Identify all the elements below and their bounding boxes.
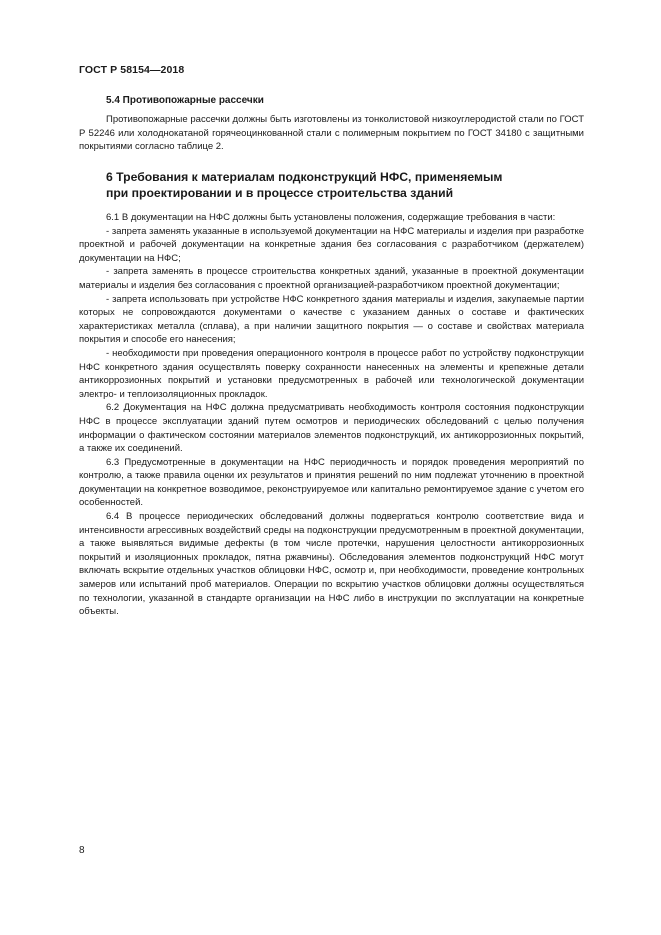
paragraph-6-1: 6.1 В документации на НФС должны быть установлены положения, содержащие требования в части: bbox=[106, 212, 556, 223]
section-5-4-heading: 5.4 Противопожарные рассечки bbox=[106, 95, 264, 106]
paragraph-6-4: 6.4 В процессе периодических обследований должны подвергаться контролю соответствие вида и интенсивности агрессивных воздействий среды на подконструкции предусмотренным в проектной документации, а также выявляться видимые дефекты (в том числе протечки, нарушения целостности антикоррозионных покрытий и изоляционных прокладок, пятна ржавчины). Обследования элементов подконструкций НФС могут включать вскрытие отдельных участков облицовки НФС, осмотр и, при необходимости, проведение контрольных замеров или испытаний проб материалов. Операции по вскрытию участков облицовки должны осуществляться по технологии, указанной в стандарте организации на НФС либо в инструкции по эксплуатации на конкретные объекты. bbox=[79, 511, 584, 618]
page-number: 8 bbox=[79, 845, 85, 856]
section-5-4-paragraph: Противопожарные рассечки должны быть изготовлены из тонколистовой низкоуглеродистой стали по ГОСТ Р 52246 или холоднокатаной горячеоцинкованной стали с полимерным покрытием по ГОСТ 34180 с защитными покрытиями согласно таблице 2. bbox=[79, 114, 584, 153]
section-5-4-text bbox=[79, 113, 584, 154]
chapter-6-heading-line-1: 6 Требования к материалам подконструкций НФС, применяемым bbox=[106, 170, 503, 184]
list-item-replacement-design: - запрета заменять указанные в используемой документации на НФС материалы и изделия при разработке проектной и рабочей документации на конкретные здания без согласования с разработчиком (держателем) документации на НФС; bbox=[79, 225, 584, 264]
chapter-6-body bbox=[79, 211, 584, 619]
list-item-materials-quality: - запрета использовать при устройстве НФС конкретного здания материалы и изделия, закупаемые партии которых не сопровождаются документами о качестве с указанием данных о составе и фактических характеристиках металла (сплава), а при наличии защитного покрытия — о составе и свойствах материала покрытия и способе его нанесения; bbox=[79, 293, 584, 346]
list-item-operational-control: - необходимости при проведения операционного контроля в процессе работ по устройству подконструкции НФС конкретного здания осуществлять поверку сохранности нанесенных на элементы и крепежные детали антикоррозионных покрытий и установки предусмотренных в рабочей или технологической документации электро- и теплоизоляционных прокладок. bbox=[79, 347, 584, 400]
document-code: ГОСТ Р 58154—2018 bbox=[79, 64, 185, 76]
chapter-6-heading-line-2: при проектировании и в процессе строительства зданий bbox=[106, 186, 454, 200]
paragraph-6-3: 6.3 Предусмотренные в документации на НФС периодичность и порядок проведения мероприятий по контролю, а также правила оценки их результатов и принятия решений по ним подлежат уточнению в проектной документации на конкретное возводимое, реконструируемое или капитально ремонтируемое здание с учетом его особенностей. bbox=[79, 456, 584, 509]
chapter-6-heading bbox=[106, 169, 586, 201]
list-item-replacement-construction: - запрета заменять в процессе строительства конкретных зданий, указанные в проектной документации материалы и изделия без согласования с проектной организацией-разработчиком проектной документации; bbox=[79, 266, 584, 291]
paragraph-6-2: 6.2 Документация на НФС должна предусматривать необходимость контроля состояния подконструкции НФС в процессе эксплуатации зданий путем осмотров и периодических обследований с целью получения информации о фактическом состоянии материалов элементов подконструкций, их антикоррозионных покрытий, а также их соединений. bbox=[79, 402, 584, 455]
